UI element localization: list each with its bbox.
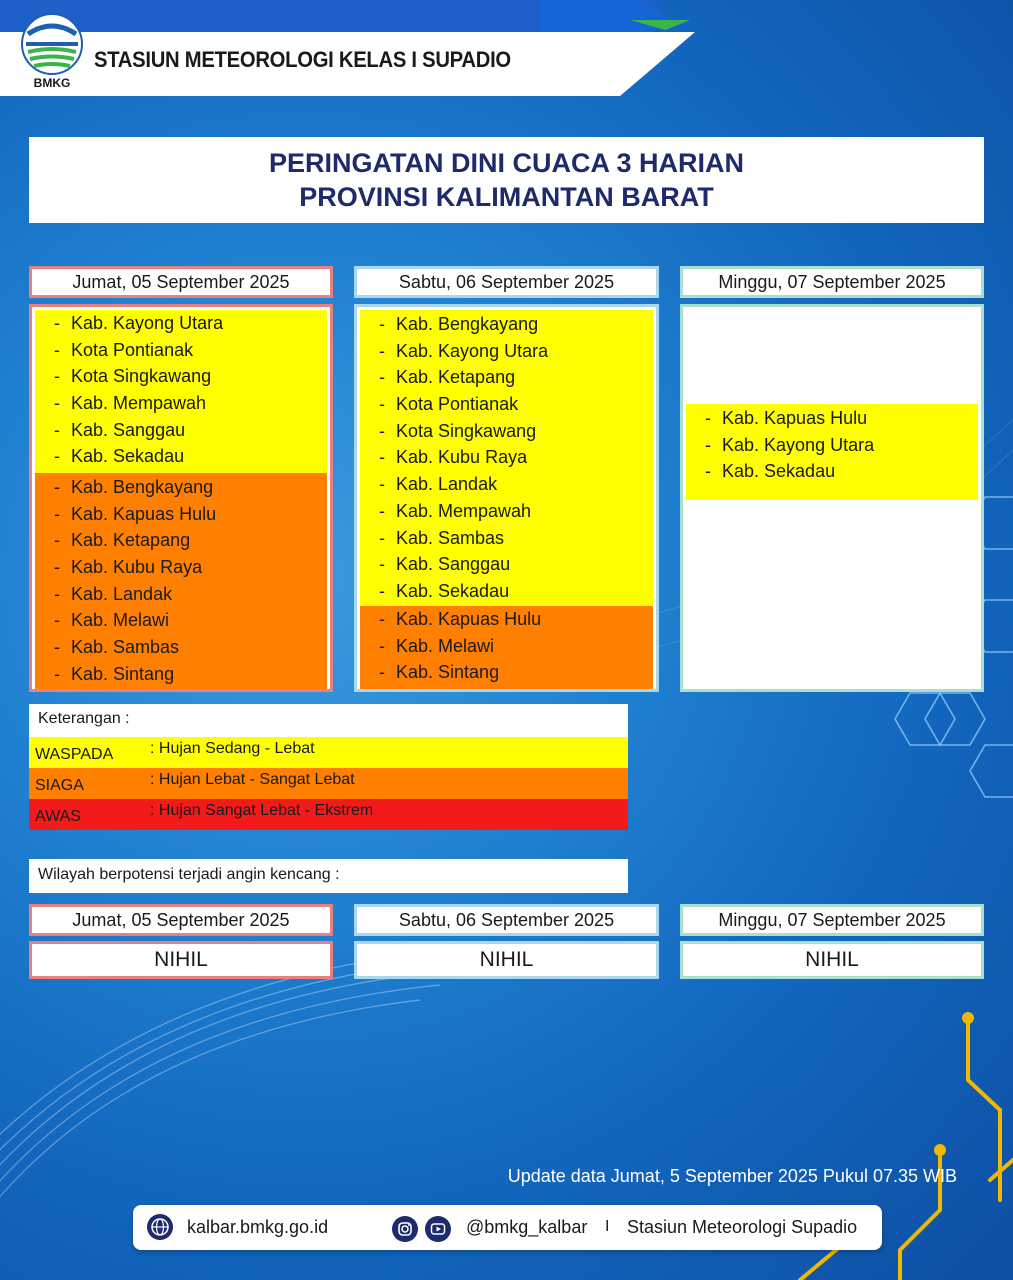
wind-title: Wilayah berpotensi terjadi angin kencang : (29, 859, 628, 893)
day-3-date: Minggu, 07 September 2025 (680, 266, 984, 298)
list-item: - Kab. Kayong Utara (54, 313, 224, 333)
day-2-siaga-list (360, 606, 653, 686)
list-item: - Kab. Kubu Raya (379, 447, 528, 468)
list-item: - Kab. Sintang (379, 662, 500, 683)
legend-title: Keterangan : (29, 704, 628, 737)
globe-icon (147, 1214, 173, 1240)
footer-separator: I (605, 1218, 610, 1235)
day-1-waspada-band (35, 310, 327, 473)
wind-day-2-value: NIHIL (354, 941, 659, 979)
wind-day-3-date: Minggu, 07 September 2025 (680, 904, 984, 936)
station-name: STASIUN METEOROLOGI KELAS I SUPADIO (94, 47, 511, 72)
list-item: - Kab. Landak (54, 583, 173, 604)
instagram-icon[interactable] (392, 1216, 418, 1242)
day-2-waspada-band (360, 310, 653, 606)
list-item: - Kab. Sambas (379, 527, 505, 548)
list-item: - Kab. Melawi (54, 610, 170, 631)
footer-station: Stasiun Meteorologi Supadio (627, 1217, 858, 1237)
day-2-date: Sabtu, 06 September 2025 (354, 266, 659, 298)
youtube-icon[interactable] (425, 1216, 451, 1242)
legend-label: WASPADA (35, 746, 114, 763)
list-item: - Kab. Sekadau (705, 461, 836, 482)
footer-social-handle[interactable]: @bmkg_kalbar (466, 1217, 588, 1237)
list-item: - Kab. Sekadau (54, 446, 185, 467)
list-item: - Kab. Kayong Utara (379, 340, 549, 361)
list-item: - Kab. Sanggau (379, 554, 511, 575)
wind-day-3-value: NIHIL (680, 941, 984, 979)
legend-label: SIAGA (35, 777, 84, 794)
legend (29, 704, 628, 830)
title-box (29, 137, 984, 223)
list-item: - Kota Singkawang (54, 366, 212, 387)
legend-row-waspada (29, 737, 628, 768)
list-item: - Kab. Ketapang (54, 530, 191, 551)
list-item: - Kab. Sanggau (54, 419, 186, 440)
wind-day-2-date: Sabtu, 06 September 2025 (354, 904, 659, 936)
list-item: - Kab. Landak (379, 474, 498, 495)
day-3-panel (680, 304, 984, 692)
list-item: - Kab. Sintang (54, 663, 175, 684)
list-item: - Kab. Bengkayang (379, 314, 539, 334)
day-3-waspada-list (686, 404, 978, 485)
list-item: - Kab. Bengkayang (54, 477, 214, 497)
footer-website[interactable]: kalbar.bmkg.go.id (187, 1217, 329, 1237)
list-item: - Kota Pontianak (379, 394, 519, 415)
day-2-waspada-list (360, 310, 653, 605)
footer-bar (133, 1205, 882, 1250)
day-2-panel (354, 304, 659, 692)
day-3-waspada-band (686, 404, 978, 500)
list-item: - Kab. Kapuas Hulu (54, 503, 217, 524)
list-item: - Kab. Kayong Utara (705, 434, 875, 455)
logo-text: BMKG (33, 76, 71, 90)
day-2-siaga-band (360, 606, 653, 689)
list-item: - Kab. Kubu Raya (54, 557, 203, 578)
list-item: - Kab. Kapuas Hulu (379, 609, 542, 629)
update-text: Update data Jumat, 5 September 2025 Pukul 07.35 WIB (507, 1166, 957, 1186)
bmkg-logo (20, 12, 84, 90)
day-1-waspada-list (35, 310, 327, 470)
legend-row-awas (29, 799, 628, 830)
title-line-1: PERINGATAN DINI CUACA 3 HARIAN (268, 148, 744, 178)
title-line-2: PROVINSI KALIMANTAN BARAT (299, 182, 714, 212)
legend-desc: : Hujan Lebat - Sangat Lebat (150, 771, 355, 788)
day-1-siaga-band (35, 473, 327, 689)
list-item: - Kab. Sekadau (379, 580, 510, 601)
list-item: - Kota Pontianak (54, 339, 194, 360)
list-item: - Kab. Mempawah (379, 500, 532, 521)
legend-desc: : Hujan Sedang - Lebat (150, 740, 315, 757)
day-1-panel (29, 304, 333, 692)
day-1-siaga-list (35, 473, 327, 688)
wind-day-1-value: NIHIL (29, 941, 333, 979)
day-1-date: Jumat, 05 September 2025 (29, 266, 333, 298)
legend-row-siaga (29, 768, 628, 799)
list-item: - Kab. Sambas (54, 637, 180, 658)
legend-label: AWAS (35, 808, 81, 825)
list-item: - Kab. Melawi (379, 635, 495, 656)
list-item: - Kab. Kapuas Hulu (705, 408, 868, 428)
wind-day-1-date: Jumat, 05 September 2025 (29, 904, 333, 936)
list-item: - Kab. Mempawah (54, 393, 207, 414)
list-item: - Kab. Ketapang (379, 367, 516, 388)
legend-desc: : Hujan Sangat Lebat - Ekstrem (150, 802, 374, 819)
list-item: - Kota Singkawang (379, 420, 537, 441)
